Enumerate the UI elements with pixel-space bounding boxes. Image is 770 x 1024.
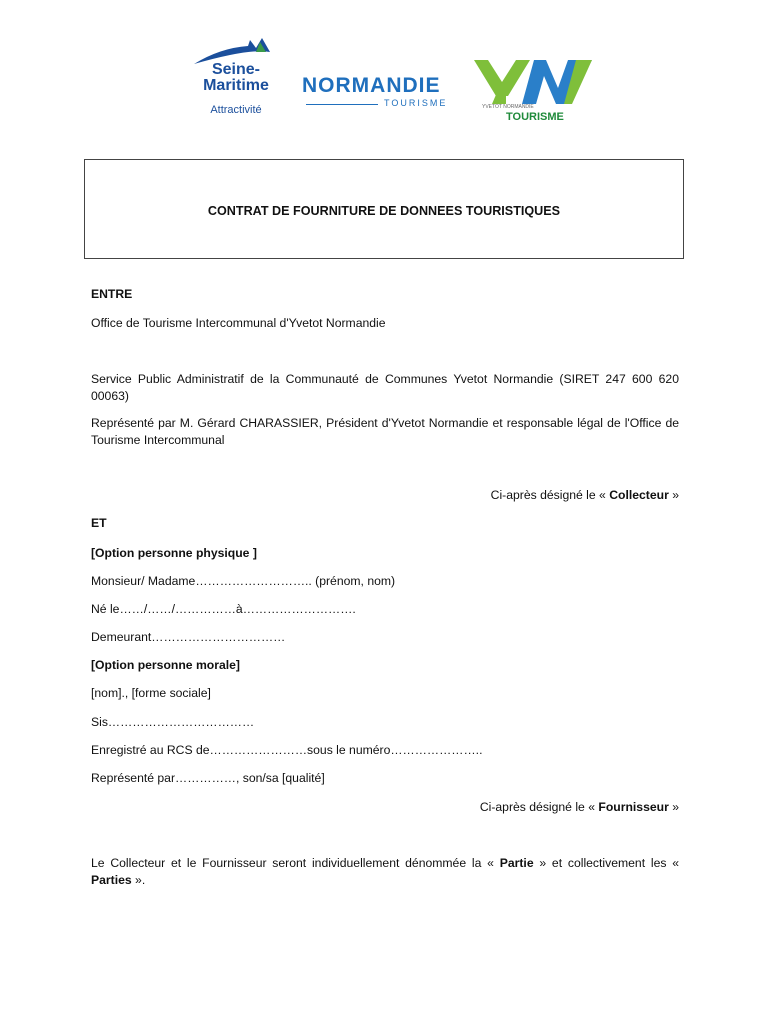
representative-field: Représenté par……………, son/sa [qualité] <box>91 771 325 785</box>
normandie-tourisme-logo <box>302 74 458 114</box>
parties-text-3: ». <box>131 872 146 887</box>
collecteur-designation <box>91 487 679 504</box>
parties-text-1: Le Collecteur et le Fournisseur seront individuellement dénommée la « <box>91 856 500 870</box>
et-heading: ET <box>91 516 107 530</box>
maritime-label: Maritime <box>203 77 269 94</box>
company-address-field: Sis……………………………… <box>91 715 255 729</box>
contract-title-box <box>84 159 684 259</box>
rcs-field: Enregistré au RCS de……………………sous le numéro………………….. <box>91 743 483 757</box>
parties-text-2: » et collectivement les « <box>533 856 680 870</box>
contract-title: CONTRAT DE FOURNITURE DE DONNEES TOURISTIQUES <box>207 204 561 218</box>
option-personne-physique: [Option personne physique ] <box>91 546 257 560</box>
collecteur-name: Office de Tourisme Intercommunal d'Yvetot Normandie <box>91 316 386 330</box>
option-personne-morale: [Option personne morale] <box>91 658 240 672</box>
yn-monogram-icon <box>472 58 596 106</box>
seine-maritime-name <box>190 62 282 94</box>
birth-field: Né le……/……/……………à………………………. <box>91 602 356 616</box>
tourisme-label: TOURISME <box>384 98 448 108</box>
designation-prefix: Ci-après désigné le « <box>490 488 610 502</box>
fournisseur-designation <box>91 799 679 816</box>
divider-line <box>306 104 378 105</box>
partie-term: Partie <box>499 856 534 870</box>
fournisseur-term: Fournisseur <box>598 800 669 814</box>
monsieur-madame-field: Monsieur/ Madame……………………….. (prénom, nom) <box>91 574 396 588</box>
parties-term: Parties <box>91 872 132 887</box>
yvetot-tourisme-label: TOURISME <box>506 111 564 123</box>
collecteur-service: Service Public Administratif de la Communauté de Communes Yvetot Normandie (SIRET 247 600 620 00063) <box>91 372 679 403</box>
normandie-label: NORMANDIE <box>302 74 441 97</box>
company-name-field: [nom]., [forme sociale] <box>91 686 211 700</box>
address-field: Demeurant…………………………… <box>91 630 286 644</box>
seine-label: Seine- <box>211 61 260 78</box>
yvetot-normandie-label: YVETOT NORMANDIE <box>482 104 534 110</box>
designation-suffix: » <box>668 488 679 502</box>
attractivite-label: Attractivité <box>210 104 262 116</box>
parties-definition <box>91 855 679 888</box>
yvetot-normandie-logo <box>472 58 596 126</box>
collecteur-representative: Représenté par M. Gérard CHARASSIER, Président d'Yvetot Normandie et responsable légal de l'Office de Tourisme Intercommunal <box>91 416 679 447</box>
entre-heading: ENTRE <box>91 287 133 301</box>
designation-prefix: Ci-après désigné le « <box>479 800 599 814</box>
collecteur-term: Collecteur <box>609 488 669 502</box>
seine-maritime-logo <box>190 38 282 122</box>
header-logos <box>0 36 770 128</box>
designation-suffix: » <box>668 800 679 814</box>
